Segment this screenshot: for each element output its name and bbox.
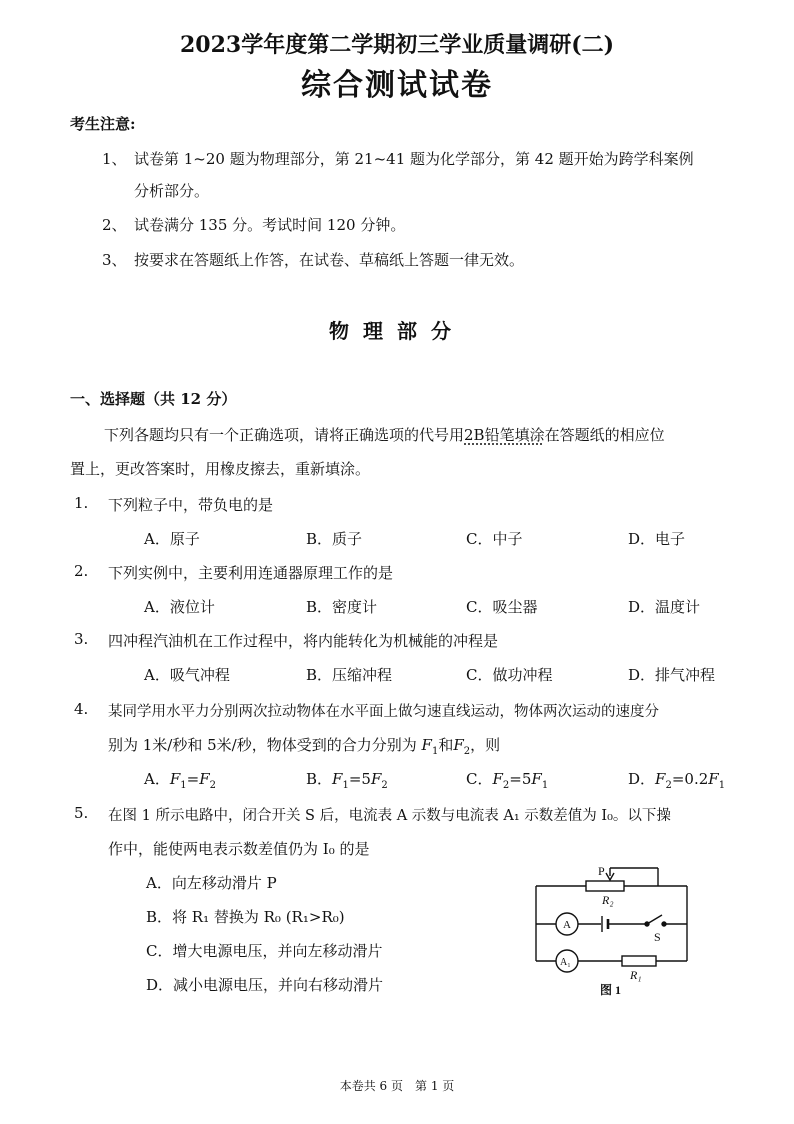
- option-a: A．$F_1=F_2$: [144, 770, 217, 791]
- option-d: D．温度计: [628, 598, 701, 616]
- option-d: D．排气冲程: [628, 666, 716, 684]
- part-heading: 一、选择题（共 12 分）: [70, 390, 237, 408]
- stem-text: 别为 1米/秒和 5米/秒，物体受到的合力分别为: [108, 736, 417, 754]
- option-b: B．$F_1=5F_2$: [306, 770, 388, 791]
- label-r2: R₂: [602, 893, 614, 907]
- notice-text-2: 试卷满分 135 分。考试时间 120 分钟。: [134, 216, 406, 234]
- notice-num-1: 1、: [102, 150, 127, 168]
- option-a: A．液位计: [144, 598, 215, 616]
- option-d: D．电子: [628, 530, 686, 548]
- option-b: B．将 R₁ 替换为 R₀ (R₁>R₀): [146, 908, 345, 926]
- question-stem: 下列粒子中，带负电的是: [108, 496, 274, 514]
- notice-text-1: 试卷第 1~20 题为物理部分，第 21~41 题为化学部分，第 42 题开始为跨学科案例: [134, 150, 694, 168]
- option-c: C．$F_2=5F_1$: [466, 770, 549, 791]
- instruction-text-b: 在答题纸的相应位: [544, 426, 665, 444]
- notice-heading: 考生注意:: [70, 115, 136, 133]
- instruction-emphasis: 2B铅笔填涂: [464, 426, 545, 444]
- label-a: A: [563, 919, 571, 931]
- exam-title: 2023学年度第二学期初三学业质量调研(二): [179, 32, 615, 58]
- figure-caption: 图 1: [600, 983, 622, 997]
- question-stem: 某同学用水平力分别两次拉动物体在水平面上做匀速直线运动，物体两次运动的速度分: [108, 704, 659, 720]
- instruction-line2: 置上，更改答案时，用橡皮擦去，重新填涂。: [70, 460, 371, 478]
- notice-num-3: 3、: [102, 251, 127, 269]
- option-b: B．压缩冲程: [306, 666, 393, 684]
- label-p: P: [598, 864, 605, 878]
- option-b: B．质子: [306, 530, 363, 548]
- question-stem-cont: 别为 1米/秒和 5米/秒，物体受到的合力分别为 $F_1$和$F_2$，则: [108, 736, 501, 757]
- rheostat-r2: [586, 881, 624, 891]
- question-number: 5.: [74, 804, 89, 822]
- option-a: A．吸气冲程: [144, 666, 230, 684]
- circuit-diagram: [524, 858, 694, 998]
- option-c: C．吸尘器: [466, 598, 538, 616]
- question-number: 4.: [74, 700, 89, 718]
- switch-s: [647, 915, 662, 924]
- option-d: D．减小电源电压，并向右移动滑片: [146, 976, 384, 994]
- label-s: S: [654, 930, 661, 944]
- label-r1: R₁: [630, 968, 642, 982]
- exam-subtitle: 综合测试试卷: [301, 68, 493, 103]
- option-b: B．密度计: [306, 598, 378, 616]
- stem-text-and: 和: [438, 736, 454, 754]
- page-footer: 本卷共 6 页 第 1 页: [339, 1079, 455, 1093]
- option-c: C．做功冲程: [466, 666, 553, 684]
- instruction-text-a: 下列各题均只有一个正确选项，请将正确选项的代号用: [104, 426, 465, 444]
- option-a: A．原子: [144, 530, 200, 548]
- question-number: 3.: [74, 630, 89, 648]
- resistor-r1: [622, 956, 656, 966]
- notice-num-2: 2、: [102, 216, 127, 234]
- option-d: D．$F_2=0.2F_1$: [628, 770, 726, 791]
- option-a: A．向左移动滑片 P: [146, 874, 277, 892]
- notice-text-1-cont: 分析部分。: [134, 182, 210, 200]
- question-number: 2.: [74, 562, 89, 580]
- question-stem: 四冲程汽油机在工作过程中，将内能转化为机械能的冲程是: [108, 632, 499, 650]
- section-title: 物理部分: [329, 319, 465, 343]
- instruction-line1: [104, 424, 665, 445]
- question-stem: 下列实例中，主要利用连通器原理工作的是: [108, 564, 394, 582]
- option-c: C．中子: [466, 530, 523, 548]
- notice-text-3: 按要求在答题纸上作答，在试卷、草稿纸上答题一律无效。: [134, 251, 525, 269]
- stem-text-end: ，则: [470, 736, 501, 754]
- option-c: C．增大电源电压，并向左移动滑片: [146, 942, 383, 960]
- question-stem-cont: 作中，能使两电表示数差值仍为 I₀ 的是: [108, 840, 370, 858]
- label-a1: A₁: [560, 957, 571, 968]
- question-number: 1.: [74, 494, 89, 512]
- question-stem: 在图 1 所示电路中，闭合开关 S 后，电流表 A 示数与电流表 A₁ 示数差值为 I₀。以下操: [108, 808, 671, 824]
